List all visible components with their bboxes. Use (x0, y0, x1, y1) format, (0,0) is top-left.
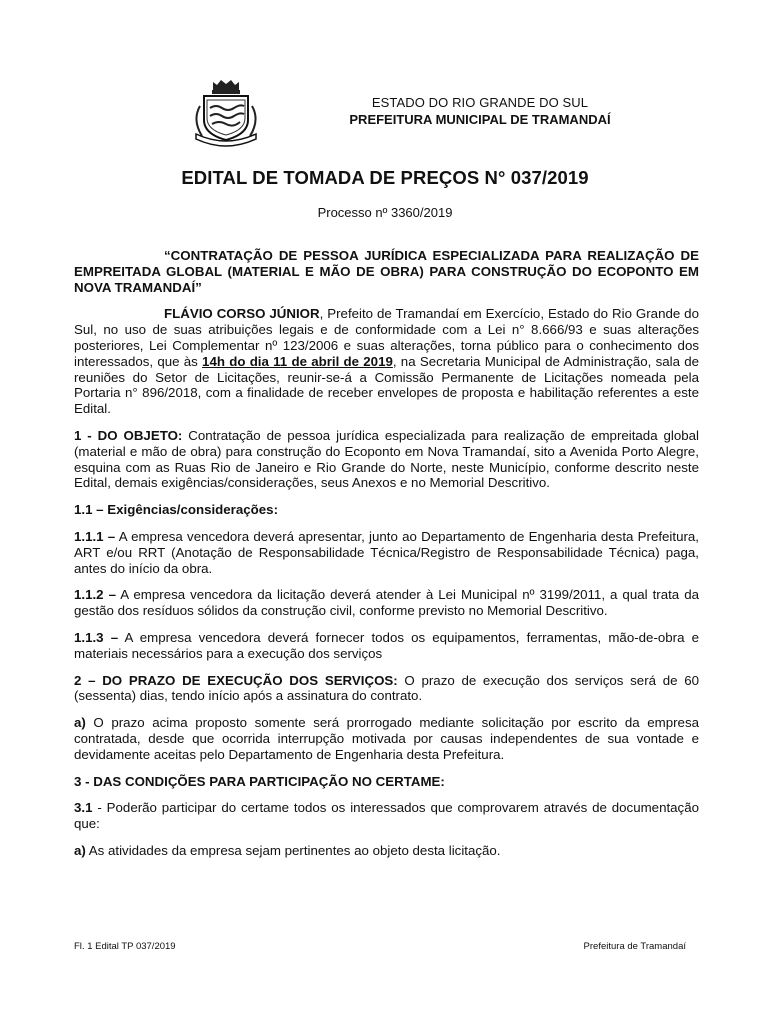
preamble-text-b: , na Secretaria Municipal de Administração, sala de reuniões do Setor de Licitações, reunir-se-á a Comissão Permanente de Licitações nomeada pela Portaria n° 896/2018, com a finalidade de receber envelopes de proposta e habilitação referentes a este Edital. (74, 353, 700, 417)
section-3-heading: 3 - DAS CONDIÇÕES PARA PARTICIPAÇÃO NO CERTAME: (74, 773, 445, 789)
section-2-text: O prazo de execução dos serviços será de 60 (sessenta) dias, tendo início após a assinatura do contrato. (74, 672, 700, 704)
coat-of-arms-icon (186, 76, 266, 148)
document-title: EDITAL DE TOMADA DE PREÇOS N° 037/2019 (181, 167, 589, 188)
city-hall-name: PREFEITURA MUNICIPAL DE TRAMANDAÍ (349, 112, 611, 127)
item-label: a) (74, 715, 86, 731)
section-1-1-heading: 1.1 – Exigências/considerações: (74, 502, 278, 518)
item-text: As atividades da empresa sejam pertinentes ao objeto desta licitação. (85, 842, 501, 858)
item-label: 1.1.3 – (74, 629, 119, 645)
opening-date-time: 14h do dia 11 de abril de 2019 (202, 353, 393, 369)
item-text: - Poderão participar do certame todos os interessados que comprovarem através de documentação que: (74, 800, 699, 832)
process-number: Processo nº 3360/2019 (317, 205, 453, 220)
footer-issuer: Prefeitura de Tramandaí (583, 941, 686, 952)
section-1-object (74, 428, 699, 491)
item-1-1-2 (74, 587, 699, 619)
item-1-1-1 (74, 529, 699, 576)
item-1-1-3 (74, 630, 699, 662)
preamble-text-a: , Prefeito de Tramandaí em Exercício, Estado do Rio Grande do Sul, no uso de suas atribuições legais e de conformidade com a Lei n° 8.666/93 e suas alterações posteriores, Lei Complementar nº 123/2006 e suas alterações, torna público para o conhecimento dos interessados, que às (74, 306, 699, 369)
mayor-name: FLÁVIO CORSO JÚNIOR (164, 306, 320, 322)
preamble-paragraph (74, 306, 699, 417)
issuing-authority (260, 95, 700, 127)
item-label: 1.1.1 – (74, 528, 116, 544)
item-text: A empresa vencedora deverá apresentar, junto ao Departamento de Engenharia desta Prefeitura, ART e/ou RRT (Anotação de Responsabilidade Técnica/Registro de Responsabilidade Técnica) paga, antes do início da obra. (74, 528, 699, 576)
item-text: A empresa vencedora deverá fornecer todos os equipamentos, ferramentas, mão-de-obra e materiais necessários para a execução dos serviços (74, 629, 699, 661)
document-body (74, 248, 699, 870)
footer-page-ref: Fl. 1 Edital TP 037/2019 (74, 941, 176, 952)
item-text: A empresa vencedora da licitação deverá atender à Lei Municipal nº 3199/2011, a qual trata da gestão dos resíduos sólidos da construção civil, conforme previsto no Memorial Descritivo. (74, 587, 699, 619)
object-quote: “CONTRATAÇÃO DE PESSOA JURÍDICA ESPECIALIZADA PARA REALIZAÇÃO DE EMPREITADA GLOBAL (MATERIAL E MÃO DE OBRA) PARA CONSTRUÇÃO DO ECOPONTO EM NOVA TRAMANDAÍ” (74, 248, 699, 295)
section-1-text: Contratação de pessoa jurídica especializada para realização de empreitada global (material e mão de obra) para construção do Ecoponto em Nova Tramandaí, sito a Avenida Porto Alegre, esquina com as Ruas Rio de Janeiro e Rio Grande do Norte, neste Município, conforme descrito neste Edital, demais exigências/considerações, seus Anexos e no Memorial Descritivo. (74, 427, 699, 491)
page-footer (74, 941, 686, 952)
section-3-1 (74, 800, 699, 832)
section-2-label: 2 – DO PRAZO DE EXECUÇÃO DOS SERVIÇOS: (74, 672, 398, 688)
item-label: a) (74, 842, 86, 858)
section-2-deadline (74, 673, 699, 705)
item-text: O prazo acima proposto somente será prorrogado mediante solicitação por escrito da empresa contratada, desde que ocorrida interrupção motivada por causas independentes de sua vontade e devidamente aceitas pelo Departamento de Engenharia desta Prefeitura. (74, 715, 699, 762)
section-2-a (74, 715, 699, 762)
item-label: 3.1 (74, 800, 93, 816)
item-label: 1.1.2 – (74, 587, 116, 603)
section-3-1-a (74, 843, 699, 859)
state-name: ESTADO DO RIO GRANDE DO SUL (371, 95, 589, 110)
section-1-label: 1 - DO OBJETO: (74, 427, 183, 443)
